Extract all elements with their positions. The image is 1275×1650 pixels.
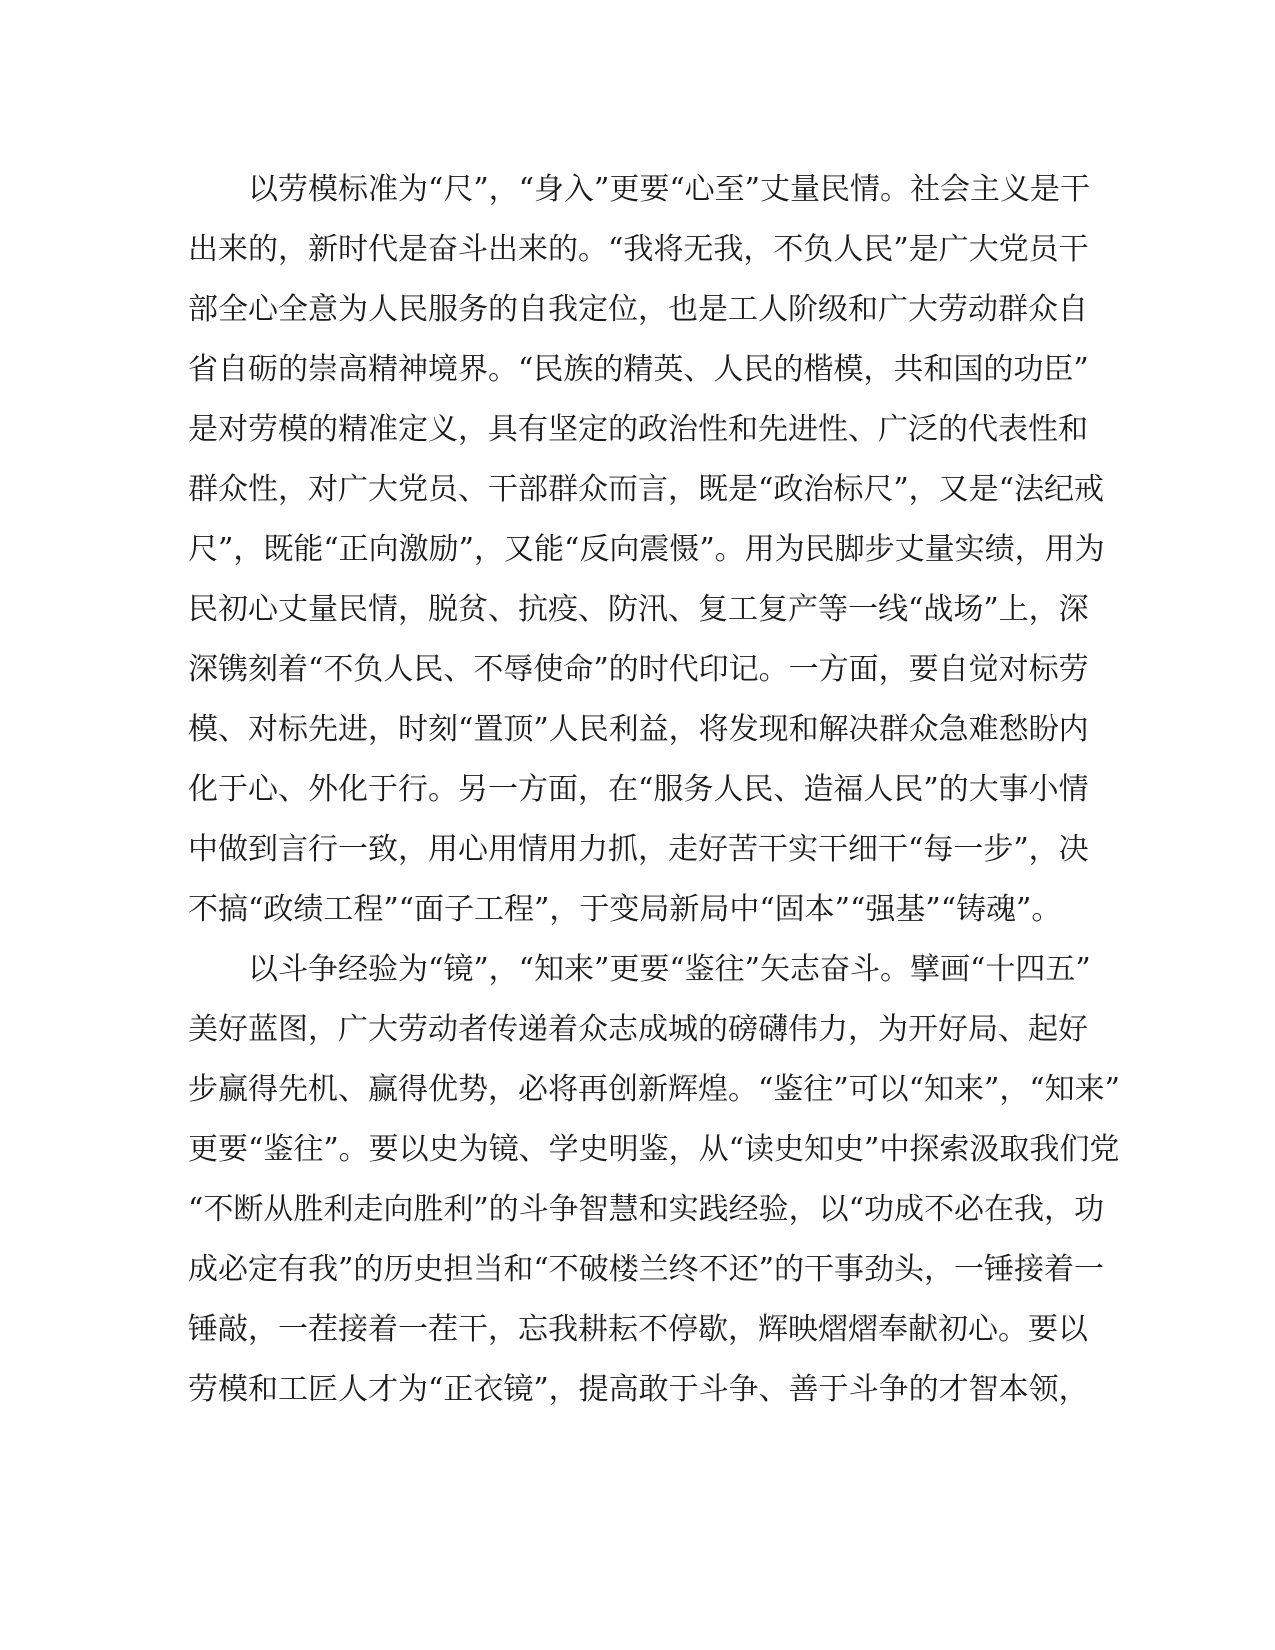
text-line: 出来的，新时代是奋斗出来的。“我将无我，不负人民”是广大党员干: [188, 232, 1089, 267]
text-line: 不搞“政绩工程”“面子工程”，于变局新局中“固本”“强基”“铸魂”。: [188, 892, 1062, 927]
text-line: 更要“鉴往”。要以史为镜、学史明鉴，从“读史知史”中探索汲取我们党: [188, 1132, 1120, 1167]
text-line: 部全心全意为人民服务的自我定位，也是工人阶级和广大劳动群众自: [188, 292, 1088, 327]
text-line: 劳模和工匠人才为“正衣镜”，提高敢于斗争、善于斗争的才智本领，: [188, 1372, 1089, 1407]
text-line: 以劳模标准为“尺”，“身入”更要“心至”丈量民情。社会主义是干: [248, 172, 1091, 207]
text-line: 化于心、外化于行。另一方面，在“服务人民、造福人民”的大事小情: [188, 772, 1089, 807]
text-line: 以斗争经验为“镜”，“知来”更要“鉴往”矢志奋斗。擘画“十四五”: [248, 952, 1091, 987]
text-line: 美好蓝图，广大劳动者传递着众志成城的磅礴伟力，为开好局、起好: [188, 1012, 1088, 1047]
text-line: 模、对标先进，时刻“置顶”人民利益，将发现和解决群众急难愁盼内: [188, 712, 1089, 747]
paragraph-labor-model-standard: [188, 160, 1105, 940]
text-line: 尺”，既能“正向激励”，又能“反向震慑”。用为民脚步丈量实绩，用为: [188, 532, 1105, 567]
text-line: 群众性，对广大党员、干部群众而言，既是“政治标尺”，又是“法纪戒: [188, 472, 1105, 507]
text-line: 是对劳模的精准定义，具有坚定的政治性和先进性、广泛的代表性和: [188, 412, 1088, 447]
text-line: 成必定有我”的历史担当和“不破楼兰终不还”的干事劲头，一锤接着一: [188, 1252, 1105, 1287]
text-line: “不断从胜利走向胜利”的斗争智慧和实践经验，以“功成不必在我，功: [188, 1192, 1105, 1227]
text-line: 锤敲，一茬接着一茬干，忘我耕耘不停歇，辉映熠熠奉献初心。要以: [188, 1312, 1088, 1347]
document-body: [188, 160, 1121, 1420]
text-line: 省自砺的崇高精神境界。“民族的精英、人民的楷模，共和国的功臣”: [188, 352, 1089, 387]
text-line: 民初心丈量民情，脱贫、抗疫、防汛、复工复产等一线“战场”上，深: [188, 592, 1089, 627]
paragraph-struggle-experience: [188, 940, 1121, 1420]
text-line: 中做到言行一致，用心用情用力抓，走好苦干实干细干“每一步”，决: [188, 832, 1089, 867]
text-line: 深镌刻着“不负人民、不辱使命”的时代印记。一方面，要自觉对标劳: [188, 652, 1089, 687]
text-line: 步赢得先机、赢得优势，必将再创新辉煌。“鉴往”可以“知来”，“知来”: [188, 1072, 1121, 1107]
